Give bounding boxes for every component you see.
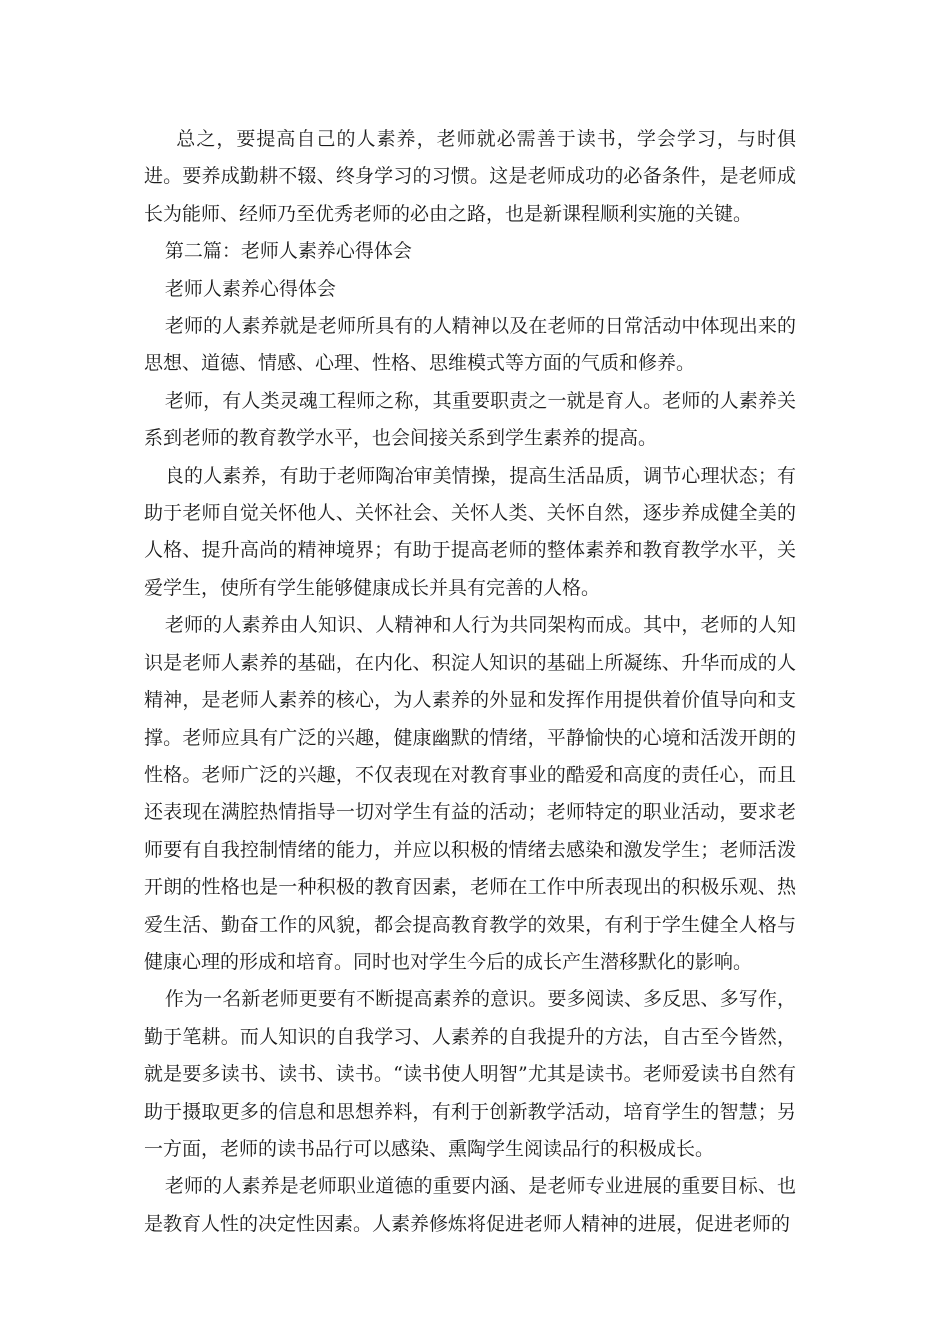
paragraph-definition: 老师的人素养就是老师所具有的人精神以及在老师的日常活动中体现出来的思想、道德、情感、心理、性格、思维模式等方面的气质和修养。 [144,315,796,375]
paragraph-structure: 老师的人素养由人知识、人精神和人行为共同架构而成。其中，老师的人知识是老师人素养的基础，在内化、积淀人知识的基础上所凝练、升华而成的人精神，是老师人素养的核心，为人素养的外显和发挥作用提供着价值导向和支撑。老师应具有广泛的兴趣，健康幽默的情绪，平静愉快的心境和活泼开朗的性格。老师广泛的兴趣，不仅表现在对教育事业的酷爱和高度的责任心，而且还表现在满腔热情指导一切对学生有益的活动；老师特定的职业活动，要求老师要有自我控制情绪的能力，并应以积极的情绪去感染和激发学生；老师活泼开朗的性格也是一种积极的教育因素，老师在工作中所表现出的积极乐观、热爱生活、勤奋工作的风貌，都会提高教育教学的效果，有利于学生健全人格与健康心理的形成和培育。同时也对学生今后的成长产生潜移默化的影响。 [144,614,796,973]
section-heading: 第二篇：老师人素养心得体会 [164,240,412,263]
paragraph-role: 老师，有人类灵魂工程师之称，其重要职责之一就是育人。老师的人素养关系到老师的教育教学水平，也会间接关系到学生素养的提高。 [144,389,796,450]
paragraph-ethics: 老师的人素养是老师职业道德的重要内涵、是老师专业进展的重要目标、也是教育人性的决定性因素。人素养修炼将促进老师人精神的进展，促进老师的 [144,1175,796,1235]
paragraph-benefits: 良的人素养，有助于老师陶冶审美情操，提高生活品质，调节心理状态；有助于老师自觉关怀他人、关怀社会、关怀人类、关怀自然，逐步养成健全美的人格、提升高尚的精神境界；有助于提高老师的整体素养和教育教学水平，关爱学生，使所有学生能够健康成长并具有完善的人格。 [144,464,796,599]
paragraph-reading: 作为一名新老师更要有不断提高素养的意识。要多阅读、多反思、多写作，勤于笔耕。而人知识的自我学习、人素养的自我提升的方法，自古至今皆然，就是要多读书、读书、读书。“读书使人明智”尤其是读书。老师爱读书自然有助于摄取更多的信息和思想养料，有利于创新教学活动，培育学生的智慧；另一方面，老师的读书品行可以感染、熏陶学生阅读品行的积极成长。 [144,988,796,1160]
paragraph-conclusion: 总之，要提高自己的人素养，老师就必需善于读书，学会学习，与时俱进。要养成勤耕不辍、终身学习的习惯。这是老师成功的必备条件，是老师成长为能师、经师乃至优秀老师的必由之路，也是新课程顺利实施的关键。 [144,128,796,225]
document-page [144,121,796,1243]
section-subheading: 老师人素养心得体会 [164,277,336,300]
